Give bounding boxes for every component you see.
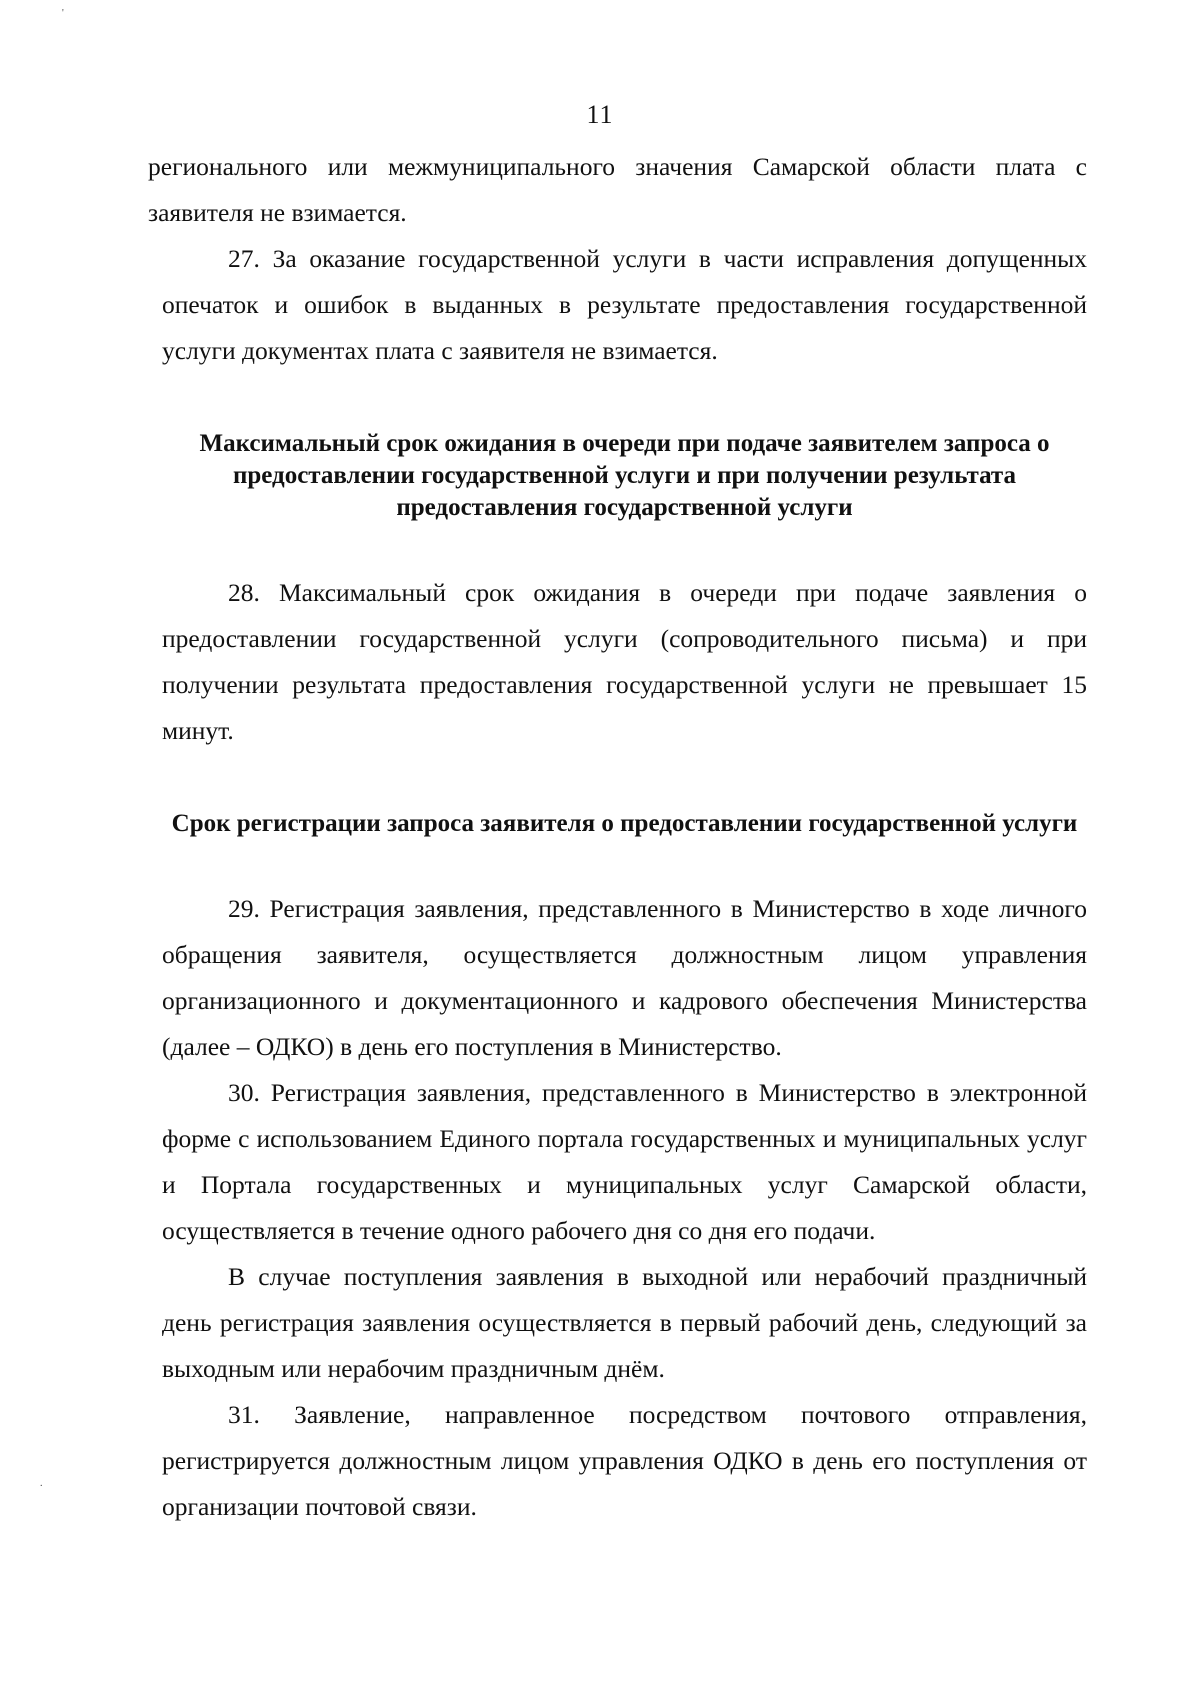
document-body: [148, 144, 1087, 1530]
paragraph-27: 27. За оказание государственной услуги в части исправления допущенных опечаток и ошибок в выданных в результате предоставления государственной услуги документах плата с заявителя не взимается.: [162, 244, 1087, 365]
section-heading-waiting-time: Максимальный срок ожидания в очереди при подаче заявителем запроса о предоставлении государственной услуги и при получении результата предоставления государственной услуги: [199, 430, 1050, 521]
paragraph-30: 30. Регистрация заявления, представленного в Министерство в электронной форме с использованием Единого портала государственных и муниципальных услуг и Портала государственных и муниципальных услуг Самарской области, осуществляется в течение одного рабочего дня со дня его подачи.: [162, 1078, 1087, 1245]
section-heading-registration: Срок регистрации запроса заявителя о предоставлении государственной услуги: [171, 810, 1078, 837]
page-number: 11: [586, 100, 614, 129]
scan-mark-bottom: .: [40, 1478, 43, 1489]
paragraph-29: 29. Регистрация заявления, представленного в Министерство в ходе личного обращения заявителя, осуществляется должностным лицом управления организационного и документационного и кадрового обеспечения Министерства (далее – ОДКО) в день его поступления в Министерство.: [162, 894, 1087, 1061]
paragraph-continuation: регионального или межмуниципального значения Самарской области плата с заявителя не взимается.: [148, 152, 1087, 227]
paragraph-30-holiday: В случае поступления заявления в выходной или нерабочий праздничный день регистрация заявления осуществляется в первый рабочий день, следующий за выходным или нерабочим праздничным днём.: [162, 1262, 1087, 1383]
paragraph-28: 28. Максимальный срок ожидания в очереди при подаче заявления о предоставлении государственной услуги (сопроводительного письма) и при получении результата предоставления государственной услуги не превышает 15 минут.: [162, 578, 1087, 745]
scan-mark-top: ': [62, 8, 64, 19]
paragraph-31: 31. Заявление, направленное посредством почтового отправления, регистрируется должностным лицом управления ОДКО в день его поступления от организации почтовой связи.: [162, 1400, 1087, 1521]
